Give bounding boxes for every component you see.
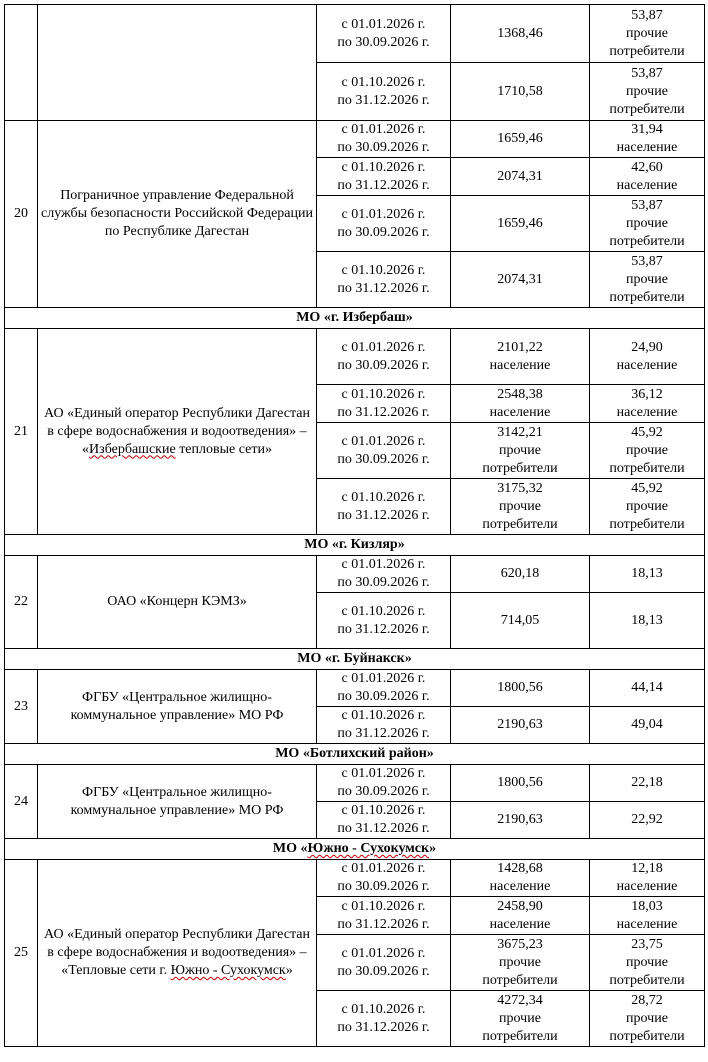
tariff-cell: 1710,58: [451, 63, 590, 121]
period-cell: с 01.01.2026 г. по 30.09.2026 г.: [317, 329, 451, 385]
organization-cell: АО «Единый оператор Республики Дагестан в сфере водоснабжения и водоотведения» – «Тепловые сети г. Южно - Сухокумск»: [38, 860, 317, 1047]
municipality-heading: МО «г. Кизляр»: [5, 535, 705, 556]
section-header-row: [5, 308, 705, 329]
tariff-other-cell: 18,03 население: [590, 897, 705, 935]
period-cell: с 01.10.2026 г. по 31.12.2026 г.: [317, 991, 451, 1047]
row-number-cell: 22: [5, 556, 38, 649]
tariff-other-cell: 18,13: [590, 593, 705, 649]
period-cell: с 01.01.2026 г. по 30.09.2026 г.: [317, 5, 451, 63]
tariff-cell: 1368,46: [451, 5, 590, 63]
period-cell: с 01.01.2026 г. по 30.09.2026 г.: [317, 860, 451, 897]
row-number-cell: 25: [5, 860, 38, 1047]
tariff-other-cell: 42,60 население: [590, 158, 705, 196]
tariff-other-cell: 22,18: [590, 765, 705, 802]
municipality-heading: МО «Южно - Сухокумск»: [5, 839, 705, 860]
tariff-cell: 3675,23 прочие потребители: [451, 935, 590, 991]
tariff-other-cell: 44,14: [590, 670, 705, 707]
tariff-other-cell: 18,13: [590, 556, 705, 593]
row-number-cell: 21: [5, 329, 38, 535]
period-cell: с 01.01.2026 г. по 30.09.2026 г.: [317, 423, 451, 479]
tariff-other-cell: 28,72 прочие потребители: [590, 991, 705, 1047]
tariff-other-cell: 45,92 прочие потребители: [590, 479, 705, 535]
period-cell: с 01.10.2026 г. по 31.12.2026 г.: [317, 385, 451, 423]
period-cell: с 01.10.2026 г. по 31.12.2026 г.: [317, 802, 451, 839]
tariff-cell: 3142,21 прочие потребители: [451, 423, 590, 479]
tariff-other-cell: 49,04: [590, 707, 705, 744]
table-row: [5, 121, 705, 158]
period-cell: с 01.01.2026 г. по 30.09.2026 г.: [317, 556, 451, 593]
tariff-other-cell: 23,75 прочие потребители: [590, 935, 705, 991]
row-number-cell: 23: [5, 670, 38, 744]
tariff-cell: 1659,46: [451, 121, 590, 158]
tariff-cell: 1800,56: [451, 765, 590, 802]
tariff-other-cell: 45,92 прочие потребители: [590, 423, 705, 479]
table-row: [5, 860, 705, 897]
period-cell: с 01.01.2026 г. по 30.09.2026 г.: [317, 196, 451, 252]
period-cell: с 01.10.2026 г. по 31.12.2026 г.: [317, 63, 451, 121]
tariff-cell: 2548,38 население: [451, 385, 590, 423]
table-row: [5, 556, 705, 593]
tariff-other-cell: 53,87 прочие потребители: [590, 5, 705, 63]
period-cell: с 01.10.2026 г. по 31.12.2026 г.: [317, 897, 451, 935]
tariff-other-cell: 53,87 прочие потребители: [590, 252, 705, 308]
tariff-cell: 4272,34 прочие потребители: [451, 991, 590, 1047]
tariff-cell: 3175,32 прочие потребители: [451, 479, 590, 535]
section-header-row: [5, 535, 705, 556]
tariff-other-cell: 53,87 прочие потребители: [590, 63, 705, 121]
organization-cell: [38, 5, 317, 121]
table-row: [5, 670, 705, 707]
row-number-cell: 24: [5, 765, 38, 839]
period-cell: с 01.01.2026 г. по 30.09.2026 г.: [317, 935, 451, 991]
tariff-cell: 1800,56: [451, 670, 590, 707]
municipality-heading: МО «г. Избербаш»: [5, 308, 705, 329]
tariff-other-cell: 12,18 население: [590, 860, 705, 897]
row-number-cell: 20: [5, 121, 38, 308]
tariff-cell: 2101,22 население: [451, 329, 590, 385]
organization-cell: ОАО «Концерн КЭМЗ»: [38, 556, 317, 649]
section-header-row: [5, 744, 705, 765]
table-row: [5, 765, 705, 802]
tariff-other-cell: 36,12 население: [590, 385, 705, 423]
municipality-heading: МО «г. Буйнакск»: [5, 649, 705, 670]
tariff-cell: 2074,31: [451, 252, 590, 308]
table-row: [5, 329, 705, 385]
period-cell: с 01.01.2026 г. по 30.09.2026 г.: [317, 121, 451, 158]
tariff-cell: 2190,63: [451, 802, 590, 839]
period-cell: с 01.10.2026 г. по 31.12.2026 г.: [317, 479, 451, 535]
organization-cell: Пограничное управление Федеральной службы безопасности Российской Федерации по Республике Дагестан: [38, 121, 317, 308]
section-header-row: [5, 649, 705, 670]
tariff-table: [4, 4, 705, 1047]
tariff-other-cell: 24,90 население: [590, 329, 705, 385]
period-cell: с 01.01.2026 г. по 30.09.2026 г.: [317, 670, 451, 707]
tariff-cell: 2074,31: [451, 158, 590, 196]
organization-cell: АО «Единый оператор Республики Дагестан в сфере водоснабжения и водоотведения» – «Избербашские тепловые сети»: [38, 329, 317, 535]
tariff-cell: 1428,68 население: [451, 860, 590, 897]
period-cell: с 01.10.2026 г. по 31.12.2026 г.: [317, 158, 451, 196]
period-cell: с 01.01.2026 г. по 30.09.2026 г.: [317, 765, 451, 802]
tariff-cell: 714,05: [451, 593, 590, 649]
organization-cell: ФГБУ «Центральное жилищно-коммунальное управление» МО РФ: [38, 670, 317, 744]
tariff-cell: 2190,63: [451, 707, 590, 744]
row-number-cell: [5, 5, 38, 121]
tariff-other-cell: 31,94 население: [590, 121, 705, 158]
tariff-other-cell: 22,92: [590, 802, 705, 839]
tariff-other-cell: 53,87 прочие потребители: [590, 196, 705, 252]
section-header-row: [5, 839, 705, 860]
period-cell: с 01.10.2026 г. по 31.12.2026 г.: [317, 252, 451, 308]
period-cell: с 01.10.2026 г. по 31.12.2026 г.: [317, 707, 451, 744]
tariff-cell: 1659,46: [451, 196, 590, 252]
organization-cell: ФГБУ «Центральное жилищно-коммунальное управление» МО РФ: [38, 765, 317, 839]
tariff-cell: 620,18: [451, 556, 590, 593]
period-cell: с 01.10.2026 г. по 31.12.2026 г.: [317, 593, 451, 649]
municipality-heading: МО «Ботлихский район»: [5, 744, 705, 765]
table-row: [5, 5, 705, 63]
tariff-cell: 2458,90 население: [451, 897, 590, 935]
